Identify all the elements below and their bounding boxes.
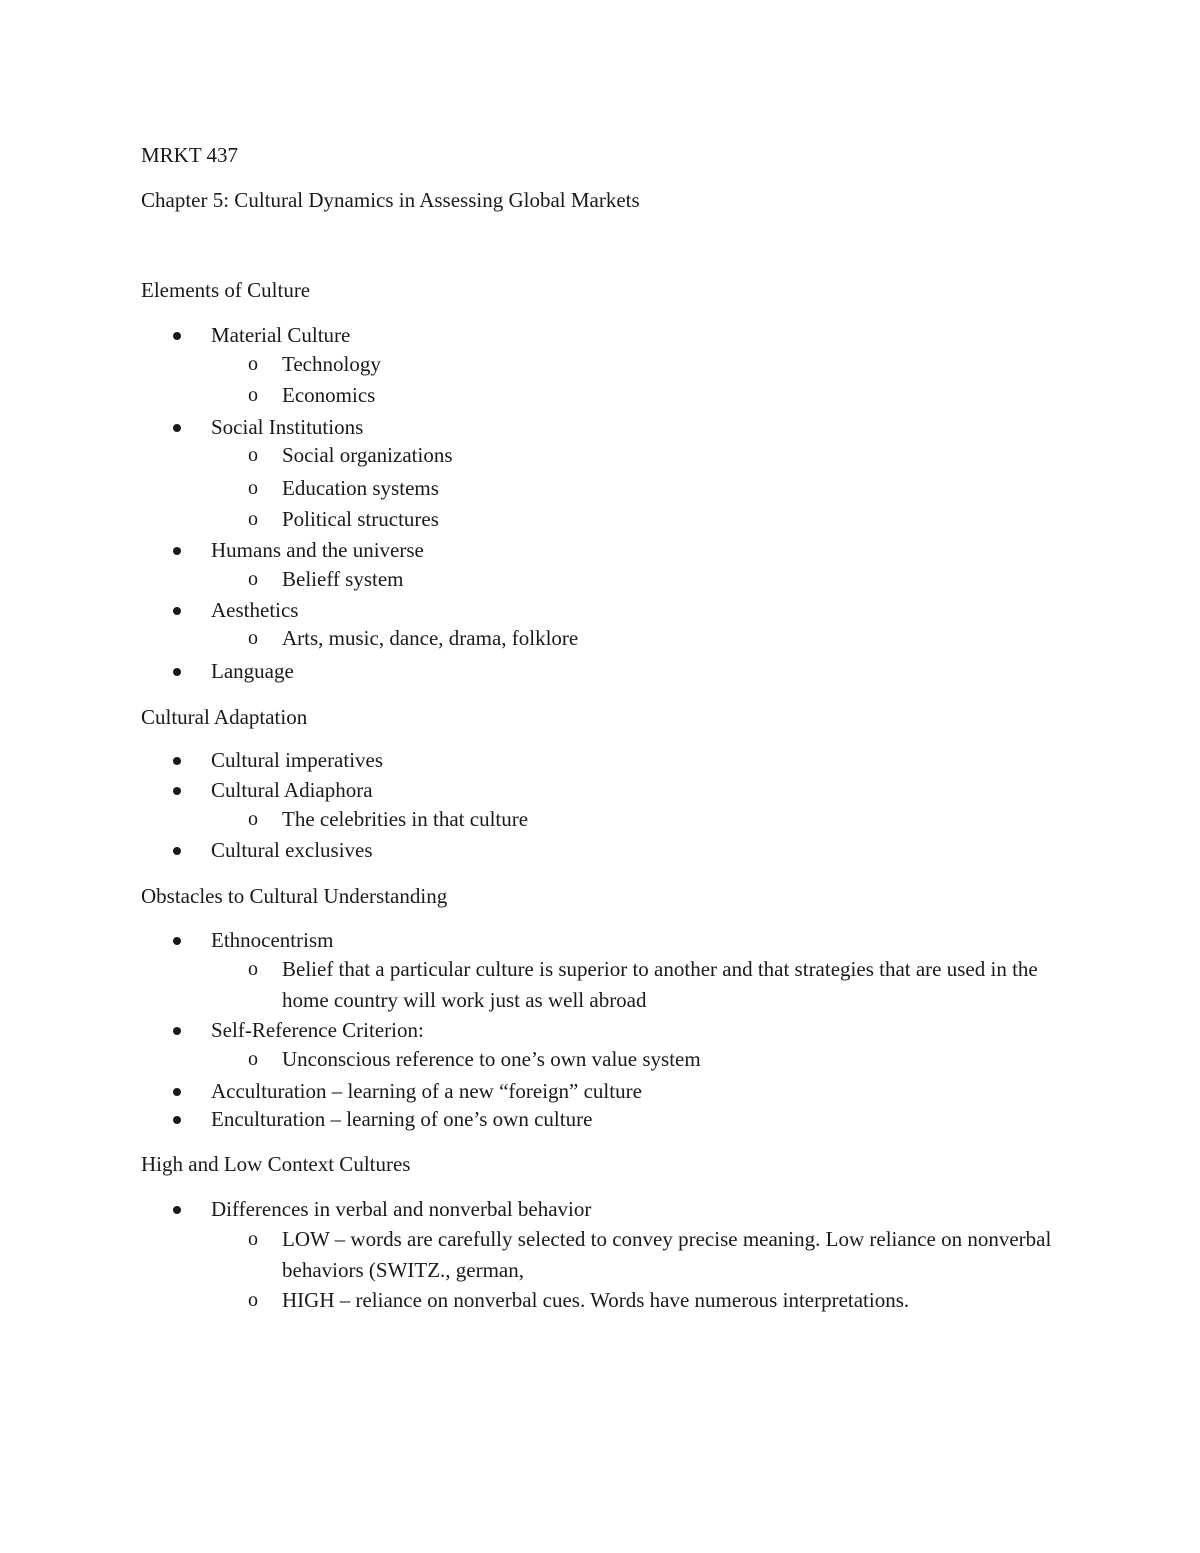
list-item [211,656,294,686]
section-heading-obstacles: Obstacles to Cultural Understanding [141,884,448,908]
sub-bullet-icon: o [248,384,258,406]
sub-bullet-icon: o [248,444,258,466]
sub-bullet-icon: o [248,568,258,590]
sub-bullet-icon: o [248,808,258,830]
bullet-icon [173,1027,181,1035]
sub-list-item [248,380,1062,411]
bullet-icon [173,547,181,555]
section-heading-elements-of-culture: Elements of Culture [141,278,311,302]
sub-list-item-label: Unconscious reference to one’s own value system [282,1047,701,1071]
sub-bullet-icon: o [248,958,258,980]
bullet-icon [173,757,181,765]
list-item [211,1015,424,1045]
bullet-icon [173,607,181,615]
list-item-label: Aesthetics [211,598,299,622]
sub-list-item [248,1044,1062,1075]
list-item-label: Enculturation – learning of one’s own culture [211,1107,593,1131]
list-item-label: Social Institutions [211,415,364,439]
sub-list-item-label: The celebrities in that culture [282,807,529,831]
list-item [211,1194,591,1224]
sub-list-item-label: LOW – words are carefully selected to convey precise meaning. Low reliance on nonverbal behaviors (SWITZ., german, [282,1227,1052,1282]
list-item [211,1076,642,1106]
bullet-icon [173,668,181,676]
sub-bullet-icon: o [248,1289,258,1311]
list-item-label: Cultural Adiaphora [211,778,373,802]
list-item-label: Differences in verbal and nonverbal behavior [211,1197,592,1221]
sub-list-item [248,473,1062,504]
list-item-label: Self-Reference Criterion: [211,1018,424,1042]
list-item-label: Cultural imperatives [211,748,384,772]
list-item-label: Cultural exclusives [211,838,373,862]
sub-list-item-label: Education systems [282,476,439,500]
bullet-icon [173,424,181,432]
sub-list-item-label: Economics [282,383,376,407]
course-code: MRKT 437 [141,143,239,167]
sub-list-item [248,349,1062,380]
sub-list-item [248,1224,1062,1286]
list-item [211,925,333,955]
list-item [211,1104,592,1134]
sub-list-item-label: Political structures [282,507,439,531]
chapter-title: Chapter 5: Cultural Dynamics in Assessing Global Markets [141,188,640,212]
sub-list-item-label: Technology [282,352,381,376]
sub-list-item-label: HIGH – reliance on nonverbal cues. Words have numerous interpretations. [282,1288,910,1312]
list-item [211,745,383,775]
bullet-icon [173,937,181,945]
list-item-label: Language [211,659,294,683]
list-item-label: Material Culture [211,323,351,347]
section-heading-high-low-context: High and Low Context Cultures [141,1152,411,1176]
section-heading-cultural-adaptation: Cultural Adaptation [141,705,308,729]
list-item-label: Humans and the universe [211,538,424,562]
sub-list-item [248,954,1062,1016]
sub-list-item [248,504,1062,535]
sub-bullet-icon: o [248,1228,258,1250]
sub-bullet-icon: o [248,627,258,649]
sub-bullet-icon: o [248,477,258,499]
list-item [211,835,373,865]
bullet-icon [173,1206,181,1214]
sub-list-item [248,440,1062,471]
sub-list-item [248,623,1062,654]
list-item [211,775,373,805]
sub-bullet-icon: o [248,1048,258,1070]
bullet-icon [173,1116,181,1124]
sub-bullet-icon: o [248,508,258,530]
list-item-label: Acculturation – learning of a new “foreign” culture [211,1079,642,1103]
list-item [211,320,350,350]
sub-list-item-label: Social organizations [282,443,453,467]
bullet-icon [173,1088,181,1096]
list-item [211,595,298,625]
sub-list-item-label: Belieff system [282,567,404,591]
bullet-icon [173,787,181,795]
bullet-icon [173,332,181,340]
sub-list-item-label: Arts, music, dance, drama, folklore [282,626,579,650]
list-item-label: Ethnocentrism [211,928,334,952]
list-item [211,412,363,442]
bullet-icon [173,847,181,855]
list-item [211,535,424,565]
sub-list-item-label: Belief that a particular culture is superior to another and that strategies that are used in the home country will work just as well abroad [282,957,1038,1012]
sub-bullet-icon: o [248,353,258,375]
sub-list-item [248,804,1062,835]
sub-list-item [248,564,1062,595]
sub-list-item [248,1285,1062,1316]
